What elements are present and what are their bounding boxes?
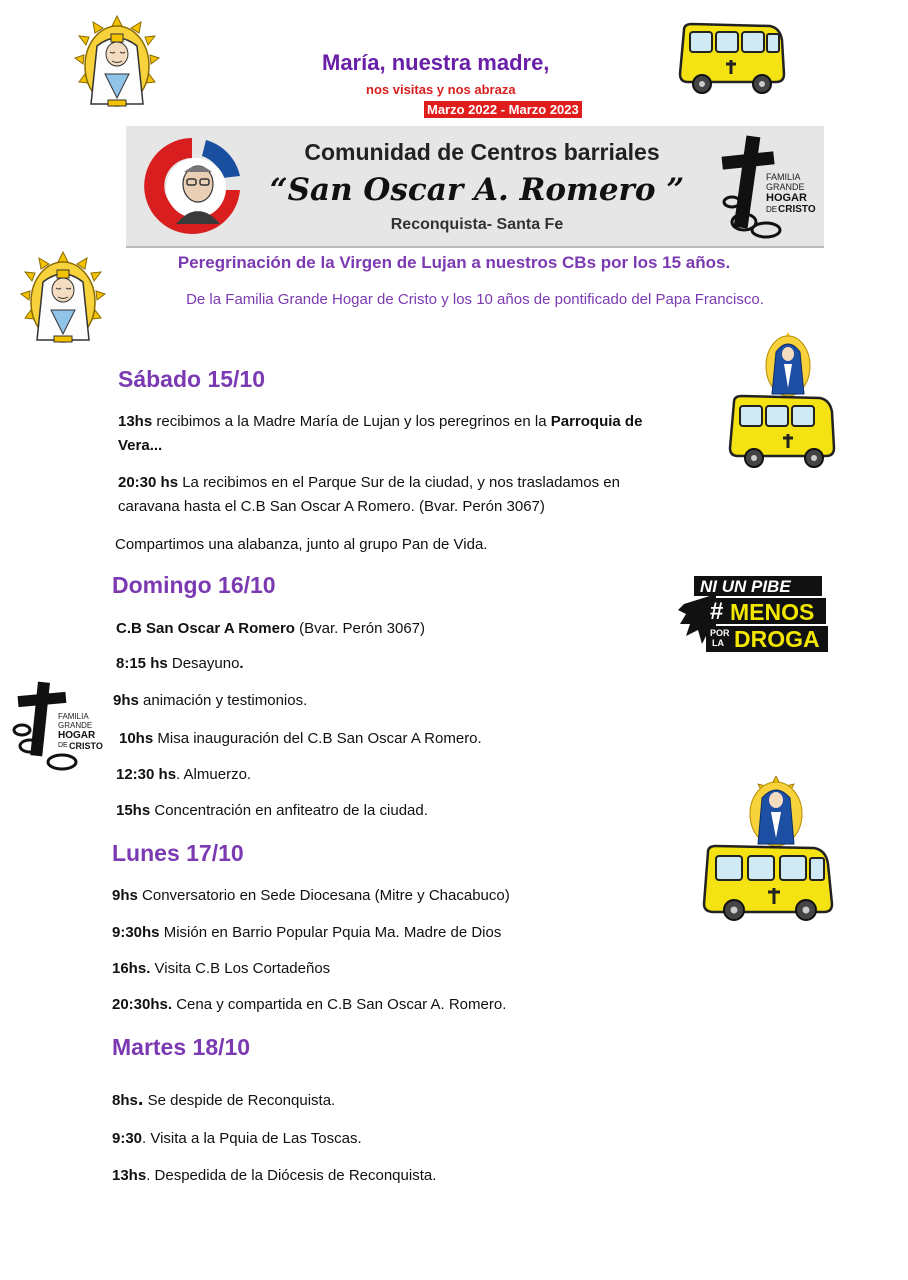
day-heading-tuesday: Martes 18/10 xyxy=(112,1034,251,1060)
banner-location: Reconquista- Santa Fe xyxy=(390,216,564,233)
day-heading-saturday: Sábado 15/10 xyxy=(118,366,266,392)
day-heading-monday: Lunes 17/10 xyxy=(112,840,244,866)
date-range-badge: Marzo 2022 - Marzo 2023 xyxy=(424,101,582,118)
schedule-line: 9:30hs Misión en Barrio Popular Pquia Ma. Madre de Dios xyxy=(112,924,502,941)
day-heading-sunday: Domingo 16/10 xyxy=(112,572,276,598)
schedule-line: 9hs animación y testimonios. xyxy=(113,692,308,709)
schedule-line: 13hs. Despedida de la Diócesis de Reconquista. xyxy=(112,1167,437,1184)
romero-logo-icon xyxy=(136,132,248,240)
schedule-line: 10hs Misa inauguración del C.B San Oscar A Romero. xyxy=(119,730,482,747)
schedule-line: 20:30hs. Cena y compartida en C.B San Oscar A. Romero. xyxy=(112,996,507,1013)
virgin-lujan-icon xyxy=(20,248,106,346)
schedule-line: 9hs Conversatorio en Sede Diocesana (Mitre y Chacabuco) xyxy=(112,887,510,904)
anniversary-subheading: De la Familia Grande Hogar de Cristo y los 10 años de pontificado del Papa Francisco. xyxy=(186,291,764,308)
schedule-line: 20:30 hs La recibimos en el Parque Sur de la ciudad, y nos trasladamos en xyxy=(118,474,620,491)
virgin-on-bus-icon xyxy=(702,776,842,922)
schedule-line: 12:30 hs. Almuerzo. xyxy=(116,766,252,783)
ni-un-pibe-sticker: NI UN PIBE # MENOS POR LA DROGA xyxy=(676,574,830,654)
schedule-line: 8:15 hs Desayuno. xyxy=(116,655,244,672)
virgin-lujan-icon xyxy=(74,12,160,110)
schedule-line: 8hs. Se despide de Reconquista. xyxy=(112,1088,336,1110)
schedule-line: 9:30. Visita a la Pquia de Las Toscas. xyxy=(112,1130,362,1147)
schedule-line: 13hs recibimos a la Madre María de Lujan y los peregrinos en la Parroquia de xyxy=(118,413,643,430)
banner-organization: Comunidad de Centros barriales xyxy=(304,139,660,165)
schedule-line: Vera... xyxy=(118,437,163,454)
pilgrimage-heading: Peregrinación de la Virgen de Lujan a nuestros CBs por los 15 años. xyxy=(177,253,731,272)
page-subtitle: nos visitas y nos abraza xyxy=(366,82,516,97)
cross-chain-icon: FAMILIA GRANDE HOGAR DE CRISTO xyxy=(6,680,106,776)
schedule-line: Compartimos una alabanza, junto al grupo Pan de Vida. xyxy=(115,536,488,553)
schedule-line: 15hs Concentración en anfiteatro de la ciudad. xyxy=(116,802,428,819)
cross-chain-icon: FAMILIA GRANDE HOGAR DE CRISTO xyxy=(710,132,822,242)
schedule-line: C.B San Oscar A Romero (Bvar. Perón 3067) xyxy=(116,620,426,637)
header-banner xyxy=(126,126,824,248)
page-title: María, nuestra madre, xyxy=(322,50,550,75)
yellow-bus-icon xyxy=(676,20,788,98)
banner-community-name: “San Oscar A. Romero ” xyxy=(269,172,685,208)
virgin-on-bus-icon xyxy=(728,330,844,472)
schedule-line: 16hs. Visita C.B Los Cortadeños xyxy=(112,960,331,977)
schedule-line: caravana hasta el C.B San Oscar A Romero. (Bvar. Perón 3067) xyxy=(118,498,545,515)
